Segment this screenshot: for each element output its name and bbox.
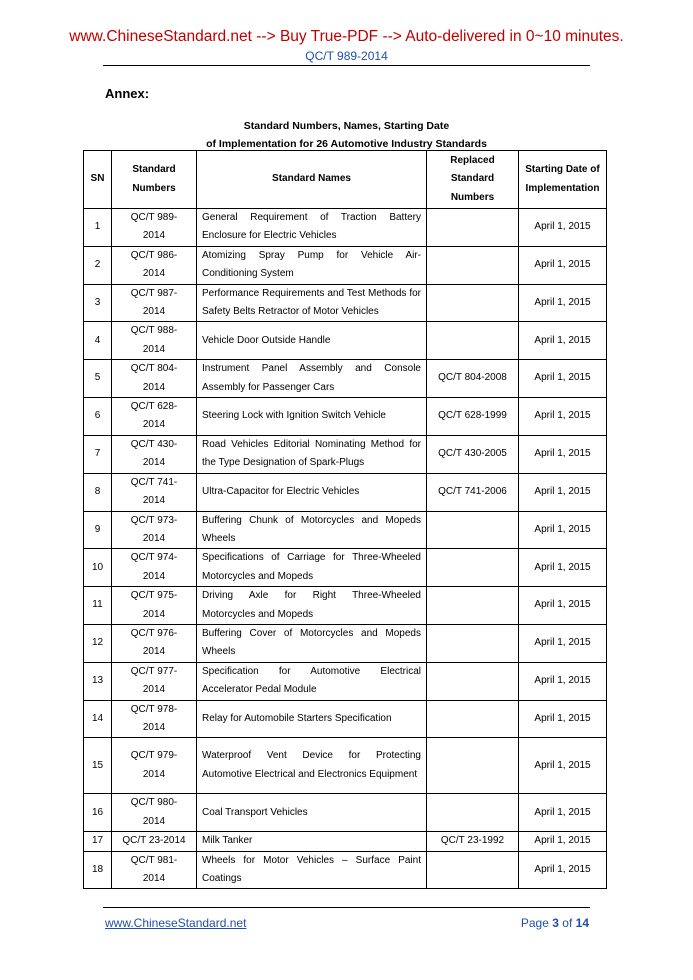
row-sn: 17: [84, 832, 112, 851]
table-title-line-1: Standard Numbers, Names, Starting Date: [243, 120, 450, 132]
header-starting-date: Starting Date of Implementation: [519, 151, 607, 209]
row-standard-number: QC/T 986-2014: [112, 246, 197, 284]
table-row: [84, 549, 607, 587]
row-standard-number: QC/T 989-2014: [112, 209, 197, 247]
row-starting-date: April 1, 2015: [519, 473, 607, 511]
row-standard-name: Performance Requirements and Test Methods for Safety Belts Retractor of Motor Vehicles: [197, 284, 427, 322]
annex-heading: Annex:: [105, 86, 150, 101]
row-starting-date: April 1, 2015: [519, 284, 607, 322]
footer-divider: [103, 907, 590, 908]
row-replaced-number: [427, 209, 519, 247]
row-standard-number: QC/T 974-2014: [112, 549, 197, 587]
row-standard-name: Instrument Panel Assembly and Console Assembly for Passenger Cars: [197, 360, 427, 398]
row-standard-name: Milk Tanker: [197, 832, 427, 851]
row-standard-number: QC/T 975-2014: [112, 587, 197, 625]
row-starting-date: April 1, 2015: [519, 360, 607, 398]
table-row: [84, 624, 607, 662]
row-sn: 10: [84, 549, 112, 587]
row-standard-number: QC/T 978-2014: [112, 700, 197, 738]
row-starting-date: April 1, 2015: [519, 322, 607, 360]
row-starting-date: April 1, 2015: [519, 624, 607, 662]
row-standard-number: QC/T 976-2014: [112, 624, 197, 662]
row-replaced-number: [427, 511, 519, 549]
row-replaced-number: [427, 587, 519, 625]
row-starting-date: April 1, 2015: [519, 398, 607, 436]
row-sn: 14: [84, 700, 112, 738]
row-standard-name: Vehicle Door Outside Handle: [197, 322, 427, 360]
footer-site-link[interactable]: www.ChineseStandard.net: [105, 916, 247, 930]
row-standard-number: QC/T 23-2014: [112, 832, 197, 851]
row-standard-name: Steering Lock with Ignition Switch Vehicle: [197, 398, 427, 436]
row-sn: 16: [84, 794, 112, 832]
page-label: Page: [520, 916, 549, 930]
row-standard-name: Specification for Automotive Electrical Accelerator Pedal Module: [197, 662, 427, 700]
row-standard-name: Driving Axle for Right Three-Wheeled Motorcycles and Mopeds: [197, 587, 427, 625]
row-starting-date: April 1, 2015: [519, 435, 607, 473]
row-sn: 8: [84, 473, 112, 511]
row-replaced-number: QC/T 23-1992: [427, 832, 519, 851]
table-row: [84, 322, 607, 360]
row-starting-date: April 1, 2015: [519, 700, 607, 738]
table-row: [84, 511, 607, 549]
row-sn: 11: [84, 587, 112, 625]
row-starting-date: April 1, 2015: [519, 662, 607, 700]
row-standard-number: QC/T 430-2014: [112, 435, 197, 473]
row-standard-number: QC/T 977-2014: [112, 662, 197, 700]
row-standard-name: Waterproof Vent Device for Protecting Automotive Electrical and Electronics Equipment: [197, 738, 427, 794]
table-row: [84, 587, 607, 625]
table-row: [84, 209, 607, 247]
row-replaced-number: [427, 624, 519, 662]
row-replaced-number: [427, 284, 519, 322]
page-of: of: [562, 916, 573, 930]
row-standard-number: QC/T 981-2014: [112, 851, 197, 889]
row-sn: 1: [84, 209, 112, 247]
row-replaced-number: [427, 322, 519, 360]
row-sn: 7: [84, 435, 112, 473]
table-row: [84, 284, 607, 322]
table-row: [84, 794, 607, 832]
row-standard-number: QC/T 741-2014: [112, 473, 197, 511]
row-starting-date: April 1, 2015: [519, 832, 607, 851]
row-replaced-number: QC/T 804-2008: [427, 360, 519, 398]
table-row: [84, 832, 607, 851]
page-total: 14: [575, 916, 589, 930]
row-standard-name: Buffering Cover of Motorcycles and Mopeds Wheels: [197, 624, 427, 662]
table-row: [84, 398, 607, 436]
row-starting-date: April 1, 2015: [519, 738, 607, 794]
row-standard-name: Buffering Chunk of Motorcycles and Mopeds Wheels: [197, 511, 427, 549]
table-row: [84, 662, 607, 700]
row-standard-number: QC/T 804-2014: [112, 360, 197, 398]
header-standard-numbers: Standard Numbers: [112, 151, 197, 209]
row-standard-name: Coal Transport Vehicles: [197, 794, 427, 832]
row-standard-number: QC/T 980-2014: [112, 794, 197, 832]
row-starting-date: April 1, 2015: [519, 851, 607, 889]
row-standard-number: QC/T 988-2014: [112, 322, 197, 360]
row-replaced-number: [427, 662, 519, 700]
row-standard-name: Ultra-Capacitor for Electric Vehicles: [197, 473, 427, 511]
row-sn: 3: [84, 284, 112, 322]
table-row: [84, 360, 607, 398]
row-standard-name: General Requirement of Traction Battery Enclosure for Electric Vehicles: [197, 209, 427, 247]
row-starting-date: April 1, 2015: [519, 246, 607, 284]
standards-table: [83, 150, 607, 889]
page-indicator: [500, 916, 589, 931]
row-sn: 5: [84, 360, 112, 398]
row-sn: 13: [84, 662, 112, 700]
row-replaced-number: QC/T 430-2005: [427, 435, 519, 473]
row-replaced-number: QC/T 741-2006: [427, 473, 519, 511]
row-replaced-number: [427, 700, 519, 738]
row-replaced-number: QC/T 628-1999: [427, 398, 519, 436]
row-sn: 6: [84, 398, 112, 436]
row-sn: 4: [84, 322, 112, 360]
row-sn: 15: [84, 738, 112, 794]
table-title-line-2: of Implementation for 26 Automotive Industry Standards: [206, 138, 487, 150]
table-row: [84, 246, 607, 284]
row-sn: 9: [84, 511, 112, 549]
table-row: [84, 473, 607, 511]
row-replaced-number: [427, 794, 519, 832]
row-starting-date: April 1, 2015: [519, 549, 607, 587]
row-sn: 18: [84, 851, 112, 889]
row-standard-number: QC/T 987-2014: [112, 284, 197, 322]
row-standard-name: Relay for Automobile Starters Specification: [197, 700, 427, 738]
page-current: 3: [552, 916, 559, 930]
row-starting-date: April 1, 2015: [519, 209, 607, 247]
row-standard-name: Atomizing Spray Pump for Vehicle Air-Conditioning System: [197, 246, 427, 284]
row-sn: 2: [84, 246, 112, 284]
row-standard-number: QC/T 979-2014: [112, 738, 197, 794]
row-standard-name: Road Vehicles Editorial Nominating Method for the Type Designation of Spark-Plugs: [197, 435, 427, 473]
header-banner-link[interactable]: www.ChineseStandard.net --> Buy True-PDF --> Auto-delivered in 0~10 minutes.: [69, 28, 624, 45]
row-standard-number: QC/T 973-2014: [112, 511, 197, 549]
row-starting-date: April 1, 2015: [519, 587, 607, 625]
row-standard-number: QC/T 628-2014: [112, 398, 197, 436]
row-replaced-number: [427, 246, 519, 284]
table-row: [84, 851, 607, 889]
row-standard-name: Specifications of Carriage for Three-Wheeled Motorcycles and Mopeds: [197, 549, 427, 587]
row-starting-date: April 1, 2015: [519, 794, 607, 832]
header-divider: [103, 65, 590, 66]
table-header-row: [84, 151, 607, 209]
table-row: [84, 700, 607, 738]
row-replaced-number: [427, 738, 519, 794]
row-standard-name: Wheels for Motor Vehicles – Surface Paint Coatings: [197, 851, 427, 889]
header-sn: SN: [84, 151, 112, 209]
document-number: QC/T 989-2014: [305, 49, 388, 63]
header-replaced-numbers: Replaced Standard Numbers: [427, 151, 519, 209]
row-starting-date: April 1, 2015: [519, 511, 607, 549]
row-replaced-number: [427, 549, 519, 587]
header-standard-names: Standard Names: [197, 151, 427, 209]
table-row: [84, 435, 607, 473]
row-sn: 12: [84, 624, 112, 662]
table-row: [84, 738, 607, 794]
row-replaced-number: [427, 851, 519, 889]
